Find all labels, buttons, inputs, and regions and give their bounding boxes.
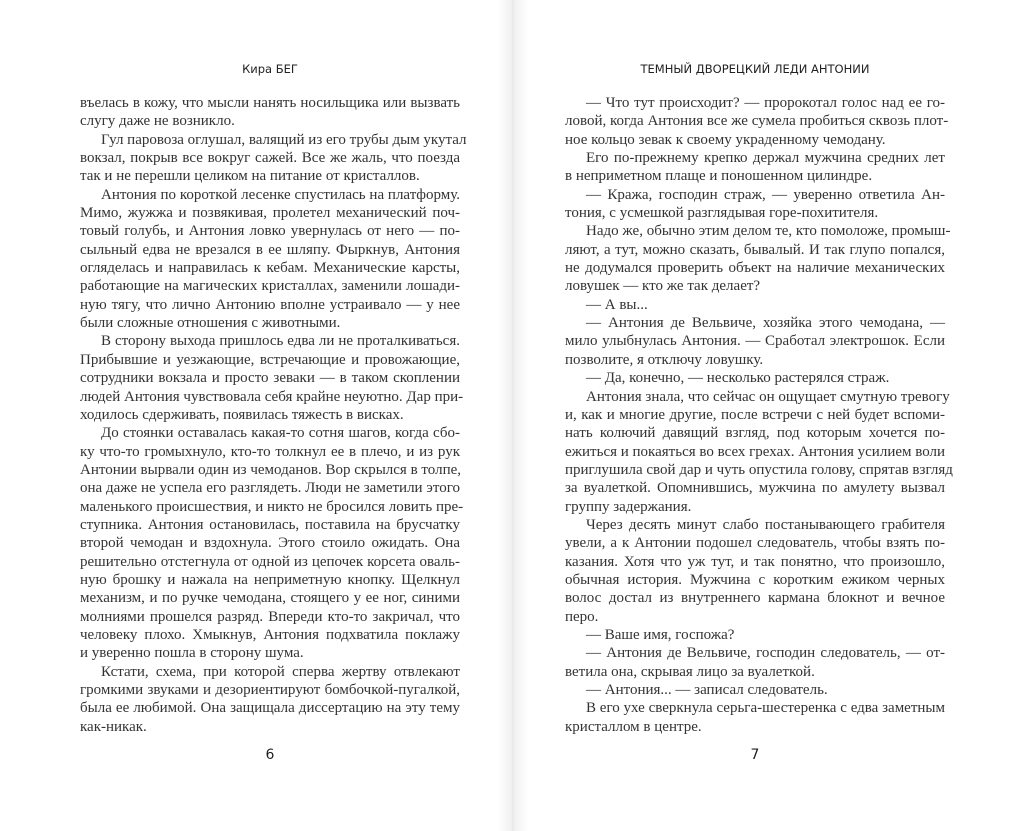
text-line: ляют, а тут, можно сказать, бывалый. И так глупо попался, xyxy=(565,241,945,258)
paragraph xyxy=(565,388,953,516)
text-line: ветила она, скрывая лицо за вуалеткой. xyxy=(565,663,815,680)
text-line: была ее любимой. Она защищала диссертацию на эту тему xyxy=(80,700,460,717)
paragraph xyxy=(565,369,945,387)
text-line: ежиться и покаяться во всех грехах. Антония усилием воли xyxy=(565,443,946,460)
paragraph xyxy=(565,699,945,736)
paragraph xyxy=(80,186,460,333)
text-line: Антонии вырвали один из чемоданов. Вор скрылся в толпе, xyxy=(80,461,461,478)
text-line: решительно отстегнула от одной из цепочек корсета оваль- xyxy=(80,553,460,570)
text-line: До стоянки оставалась какая-то сотня шагов, когда сбо- xyxy=(101,425,460,442)
paragraph xyxy=(80,424,464,662)
page-number: 7 xyxy=(750,747,760,763)
text-line: увели, а к Антонии подошел следователь, чтобы взять по- xyxy=(565,535,945,552)
text-line: позволите, я отключу ловушку. xyxy=(565,351,764,368)
paragraph xyxy=(565,149,945,186)
book-gutter xyxy=(498,0,528,831)
paragraph xyxy=(565,644,945,681)
text-line: Антония знала, что сейчас он ощущает смутную тревогу xyxy=(586,388,950,405)
text-line: кристаллом в центре. xyxy=(565,718,702,735)
text-line: за вуалеткой. Опомнившись, мужчина по амулету вызвал xyxy=(565,480,945,497)
text-line: Надо же, обычно этим делом те, кто помоложе, промыш- xyxy=(586,223,951,240)
text-line: ловушек — кто же так делает? xyxy=(565,278,761,295)
page-body xyxy=(80,94,467,736)
text-line: — Антония... — записал следователь. xyxy=(586,682,828,698)
text-line: В его ухе сверкнула серьга-шестеренка с едва заметным xyxy=(586,700,945,717)
text-line: группу задержания. xyxy=(565,498,692,515)
paragraph xyxy=(565,626,945,644)
text-line: ловой, когда Антония все же сумела пробиться сквозь плот- xyxy=(565,113,949,130)
text-line: в неприметном плаще и поношенном цилиндре. xyxy=(565,168,873,185)
text-line: ку что-то громыхнуло, кто-то толкнул ее в плечо, и из рук xyxy=(80,443,460,460)
text-line: волос достал из внутреннего кармана блокнот и вечное xyxy=(565,590,945,607)
text-line: тония, с усмешкой разглядывая горе-похитителя. xyxy=(565,205,879,222)
text-line: и уверенно пошла в сторону шума. xyxy=(80,645,304,662)
text-line: механизм, и по ручке чемодана, стоящего у ее ног, синими xyxy=(80,590,460,607)
text-line: — А вы... xyxy=(586,296,648,313)
text-line: были сложные отношения с животными. xyxy=(80,315,341,332)
paragraph xyxy=(80,131,467,186)
text-line: ступника. Антония остановилась, поставила на брусчатку xyxy=(80,516,460,533)
paragraph xyxy=(80,663,460,736)
text-line: — Антония де Вельвиче, хозяйка этого чемодана, — xyxy=(586,315,945,332)
text-line: В сторону выхода пришлось едва ли не проталкиваться. xyxy=(101,333,460,350)
text-line: громкими звуками и дезориентируют бомбочкой-пугалкой, xyxy=(80,682,460,698)
text-line: ную брошку и нажала на неприметную кнопку. Щелкнул xyxy=(80,571,460,588)
text-line: молниями прошелся разряд. Впереди кто-то закричал, что xyxy=(80,608,460,625)
text-line: ходилось сдерживать, появилась тяжесть в висках. xyxy=(80,406,404,423)
text-line: и, как и многие другие, после встречи с ней будет вспоми- xyxy=(565,406,945,423)
text-line: так и не перешли целиком на питание от кристаллов. xyxy=(80,168,420,185)
text-line: Гул паровоза оглушал, валящий из его трубы дым укутал xyxy=(101,131,467,148)
paragraph xyxy=(80,332,464,424)
paragraph xyxy=(565,296,945,314)
text-line: Его по-прежнему крепко держал мужчина средних лет xyxy=(586,150,945,167)
text-line: нать колючий давящий взгляд, под которым хочется по- xyxy=(565,425,945,442)
text-line: слугу даже не возникло. xyxy=(80,113,235,130)
paragraph xyxy=(565,681,945,699)
running-header-author: Кира БЕГ xyxy=(242,62,298,76)
page-number: 6 xyxy=(265,747,275,763)
paragraph xyxy=(565,222,951,295)
paragraph xyxy=(565,314,945,369)
text-line: казания. Хотя что уж тут, и так понятно, что произошло, xyxy=(565,553,945,570)
text-line: обычная история. Мужчина с коротким ежиком черных xyxy=(565,571,945,588)
text-line: ное кольцо зевак к своему украденному чемодану. xyxy=(565,131,886,148)
text-line: сыльный едва не врезался в ее шляпу. Фыркнув, Антония xyxy=(80,241,460,258)
text-line: Прибывшие и уезжающие, встречающие и провожающие, xyxy=(80,351,460,368)
text-line: маленького происшествия, и никто не бросился ловить пре- xyxy=(80,498,464,515)
text-line: мило улыбнулась Антония. — Сработал электрошок. Если xyxy=(565,333,945,350)
text-line: — Ваше имя, госпожа? xyxy=(586,626,735,643)
text-line: — Антония де Вельвиче, господин следователь, — от- xyxy=(586,645,945,662)
text-line: приглушила свой дар и чуть опустила голову, спрятав взгляд xyxy=(565,461,953,478)
text-line: перо. xyxy=(565,608,599,625)
text-line: товый голубь, и Антония ловко увернулась от него — по- xyxy=(80,223,460,240)
text-line: людей Антония чувствовала себя крайне неуютно. Дар при- xyxy=(80,388,464,405)
paragraph xyxy=(565,516,945,626)
text-line: сотрудники вокзала и просто зеваки — в таком скоплении xyxy=(80,370,460,387)
text-line: не додумался проверить объект на наличие механических xyxy=(565,260,945,277)
text-line: второй чемодан и вздохнула. Этого стоило ожидать. Она xyxy=(80,535,460,552)
page-body xyxy=(565,94,953,736)
text-line: Мимо, жужжа и позвякивая, пролетел механический поч- xyxy=(80,205,460,222)
text-line: огляделась и направилась к кебам. Механические карсты, xyxy=(80,260,460,277)
text-line: Через десять минут слабо постанывающего грабителя xyxy=(586,516,945,533)
paragraph xyxy=(565,94,949,149)
paragraph xyxy=(80,94,460,131)
text-line: — Да, конечно, — несколько растерялся страж. xyxy=(586,370,890,387)
text-line: человеку плохо. Хмыкнув, Антония подхватила поклажу xyxy=(80,626,460,643)
text-line: въелась в кожу, что мысли нанять носильщика или вызвать xyxy=(80,95,460,111)
paragraph xyxy=(565,186,945,223)
text-line: Антония по короткой лесенке спустилась на платформу. xyxy=(101,186,460,203)
text-line: — Что тут происходит? — пророкотал голос над ее го- xyxy=(586,95,945,111)
text-line: она даже не успела его разглядеть. Люди не заметили этого xyxy=(80,480,460,497)
running-header-title: ТЕМНЫЙ ДВОРЕЦКИЙ ЛЕДИ АНТОНИИ xyxy=(640,62,870,76)
text-line: как-никак. xyxy=(80,718,147,735)
text-line: вокзал, покрыв все вокруг сажей. Все же жаль, что поезда xyxy=(80,150,460,167)
text-line: работающие на магических кристаллах, заменили лошади- xyxy=(80,278,460,295)
text-line: ную тягу, что лично Антонию вполне устраивало — у нее xyxy=(80,296,460,313)
text-line: Кстати, схема, при которой сперва жертву отвлекают xyxy=(101,663,460,680)
text-line: — Кража, господин страж, — уверенно ответила Ан- xyxy=(586,186,945,203)
